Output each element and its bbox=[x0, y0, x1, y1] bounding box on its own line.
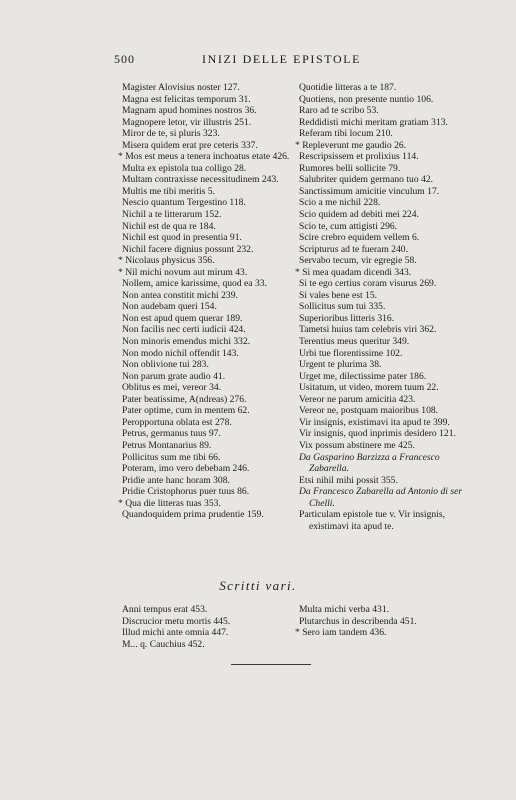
index-entry: Rescripsissem et prolixius 114. bbox=[299, 151, 419, 163]
index-entry: Peropportuna oblata est 278. bbox=[122, 416, 232, 428]
index-entry: * Repleverunt me gaudio 26. bbox=[295, 139, 407, 151]
index-entry: Nichil est quod in presentia 91. bbox=[122, 232, 242, 244]
index-entry: Superioribus litteris 316. bbox=[299, 312, 395, 324]
page-number: 500 bbox=[114, 52, 135, 66]
index-entry: Pridie ante hanc horam 308. bbox=[122, 474, 230, 486]
index-entry: * Nil michi novum aut mirum 43. bbox=[118, 266, 248, 278]
index-entry: Sollicitus sum tui 335. bbox=[299, 301, 386, 313]
index-entry: Illud michi ante omnia 447. bbox=[122, 627, 229, 639]
index-entry: Pater optime, cum in mentem 62. bbox=[122, 405, 250, 417]
index-entry: * Si mea quadam dicendi 343. bbox=[295, 266, 412, 278]
index-entry: Da Gasparino Barzizza a Francesco Zabarella. bbox=[299, 451, 440, 475]
index-entry: Terentius meus queritur 349. bbox=[299, 336, 410, 348]
index-entry: Rumores belli sollicite 79. bbox=[299, 162, 401, 174]
index-entry: Pridie Cristophorus puer tuus 86. bbox=[122, 486, 250, 498]
index-entry: Vir insignis, quod inprimis desidero 121. bbox=[299, 428, 456, 440]
index-entry: Referam tibi locum 210. bbox=[299, 128, 393, 140]
index-entry: Urbi tue florentissime 102. bbox=[299, 347, 403, 359]
index-entry: Quotiens, non presente nuntio 106. bbox=[299, 93, 434, 105]
index-entry: Urgent te plurima 38. bbox=[299, 359, 382, 371]
index-entry: Oblitus es mei, vereor 34. bbox=[122, 382, 222, 394]
index-entry: * Sero iam tandem 436. bbox=[295, 627, 387, 639]
index-entry: Petrus, germanus tuus 97. bbox=[122, 428, 221, 440]
index-entry: Servabo tecum, vir egregie 58. bbox=[299, 255, 417, 267]
index-entry: Miror de te, si pluris 323. bbox=[122, 128, 220, 140]
index-entry: Multa michi verba 431. bbox=[299, 604, 390, 615]
index-entry: Non est apud quem querar 189. bbox=[122, 312, 243, 324]
index-entry: Scripturus ad te fueram 240. bbox=[299, 243, 408, 255]
index-entry: Salubriter quidem germano tuo 42. bbox=[299, 174, 434, 186]
index-entry: Sanctissimum amicitie vinculum 17. bbox=[299, 185, 440, 197]
index-entry: Multa ex epistola tua colligo 28. bbox=[122, 162, 247, 174]
index-entry: M... q. Cauchius 452. bbox=[122, 638, 205, 650]
index-entry: Si te ego certius coram visurus 269. bbox=[299, 278, 437, 290]
index-entry: * Nicolaus physicus 356. bbox=[118, 255, 215, 267]
index-entry: Etsi nihil mihi possit 355. bbox=[299, 474, 398, 486]
index-entry: Magnam apud homines nostros 36. bbox=[122, 105, 257, 117]
index-entry: Vereor ne, postquam maioribus 108. bbox=[299, 405, 439, 417]
index-entry: Multis me tibi meritis 5. bbox=[122, 185, 216, 197]
index-entry: Multam contraxisse necessitudinem 243. bbox=[122, 174, 279, 186]
index-entry: Scio a me nichil 228. bbox=[299, 197, 381, 209]
index-entry: Non facilis nec certi iudicii 424. bbox=[122, 324, 246, 336]
index-entry: Scio quidem ad debiti mei 224. bbox=[299, 209, 419, 221]
index-entry: Si vales bene est 15. bbox=[299, 289, 378, 301]
index-entry: Non oblivione tui 283. bbox=[122, 359, 209, 371]
index-column-right bbox=[295, 82, 479, 532]
section-column-left bbox=[122, 604, 302, 650]
index-entry: Misera quidem erat pre ceteris 337. bbox=[122, 139, 258, 151]
index-entry: Plutarchus in describenda 451. bbox=[299, 615, 417, 627]
section-title: Scritti vari. bbox=[219, 578, 297, 593]
index-entry: Pollicitus sum me tibi 66. bbox=[122, 451, 221, 463]
running-title: INIZI DELLE EPISTOLE bbox=[202, 52, 362, 66]
index-entry: Non minoris emendus michi 332. bbox=[122, 336, 251, 348]
index-entry: Scio te, cum attigisti 296. bbox=[299, 220, 398, 232]
index-entry: Urget me, dilectissime pater 186. bbox=[299, 370, 427, 382]
closing-rule bbox=[231, 664, 311, 665]
index-entry: Nichil a te litterarum 152. bbox=[122, 209, 222, 221]
index-entry: Magnopere letor, vir illustris 251. bbox=[122, 116, 252, 128]
index-entry: Reddidisti michi meritam gratiam 313. bbox=[299, 116, 448, 128]
index-entry: Da Francesco Zabarella ad Antonio di ser Chelli. bbox=[299, 486, 463, 509]
index-entry: Vix possum abstinere me 425. bbox=[299, 439, 415, 451]
index-entry: Usitatum, ut video, morem tuum 22. bbox=[299, 382, 439, 394]
index-entry: Tametsi huius tam celebris viri 362. bbox=[299, 324, 437, 336]
index-entry: Quotidie litteras a te 187. bbox=[299, 82, 397, 93]
index-entry: Raro ad te scribo 53. bbox=[299, 105, 379, 117]
index-entry: Magister Alovisius noster 127. bbox=[122, 82, 240, 93]
index-entry: Magna est felicitas temporum 31. bbox=[122, 93, 251, 105]
index-entry: Non modo nichil offendit 143. bbox=[122, 347, 239, 359]
index-entry: Scire crebro equidem vellem 6. bbox=[299, 232, 420, 244]
index-entry: Vir insignis, existimavi ita apud te 399. bbox=[299, 416, 450, 428]
index-entry: * Qua die litteras tuas 353. bbox=[118, 497, 221, 509]
index-entry: Pater beatissime, A(ndreas) 276. bbox=[122, 393, 247, 405]
index-entry: Non audebam queri 154. bbox=[122, 301, 217, 313]
index-entry: Anni tempus erat 453. bbox=[122, 604, 208, 615]
index-entry: Nescio quantum Tergestino 118. bbox=[122, 197, 246, 209]
index-entry: Particulam epistole tue v. Vir insignis, existimavi ita apud te. bbox=[299, 509, 445, 532]
index-column-left bbox=[118, 82, 302, 521]
index-entry: Petrus Montanarius 89. bbox=[122, 439, 212, 451]
index-entry: Non antea constitit michi 239. bbox=[122, 289, 238, 301]
index-entry: * Mos est meus a tenera inchoatus etate 426. bbox=[118, 151, 290, 163]
index-entry: Poteram, imo vero debebam 246. bbox=[122, 463, 250, 475]
index-entry: Nichil facere dignius possunt 232. bbox=[122, 243, 254, 255]
index-entry: Vereor ne parum amicitia 423. bbox=[299, 393, 416, 405]
index-entry: Non parum grate audio 41. bbox=[122, 370, 226, 382]
section-column-right bbox=[295, 604, 479, 639]
index-entry: Nollem, amice karissime, quod ea 33. bbox=[122, 278, 267, 290]
index-entry: Discrucior metu mortis 445. bbox=[122, 615, 231, 627]
index-entry: Quandoquidem prima prudentie 159. bbox=[122, 509, 264, 521]
index-entry: Nichil est de qua re 184. bbox=[122, 220, 216, 232]
